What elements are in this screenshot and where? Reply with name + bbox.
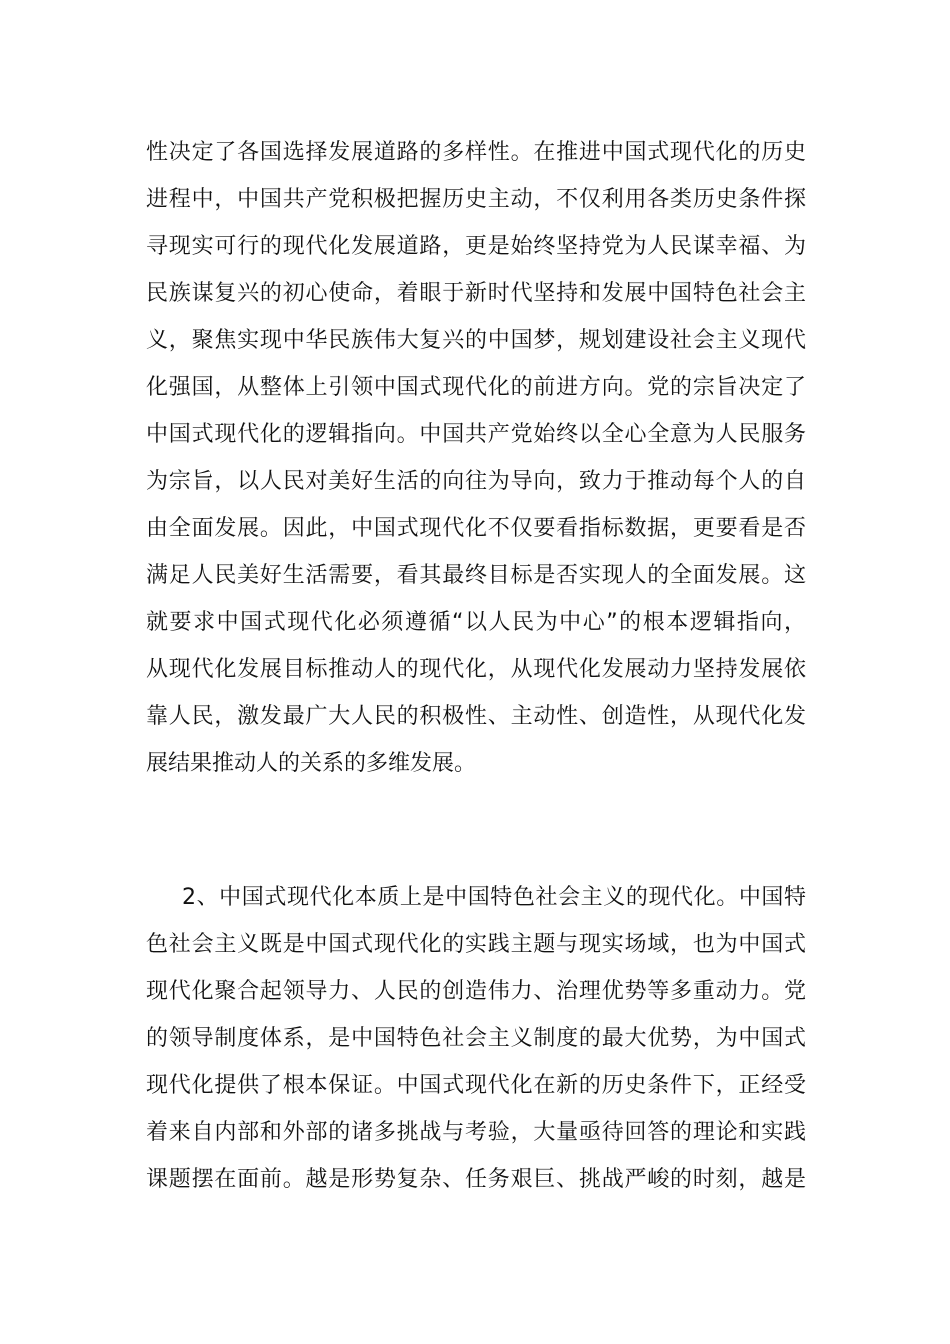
paragraph-1-line-4: 民族谋复兴的初心使命，着眼于新时代坚持和发展中国特色社会主 — [146, 281, 806, 306]
paragraph-1-line-14: 展结果推动人的关系的多维发展。 — [146, 751, 477, 776]
paragraph-2-line-1: 2、中国式现代化本质上是中国特色社会主义的现代化。中国特 — [182, 885, 806, 910]
paragraph-1-line-2: 进程中，中国共产党积极把握历史主动，不仅利用各类历史条件探 — [146, 187, 806, 212]
paragraph-2-line-6: 着来自内部和外部的诸多挑战与考验，大量亟待回答的理论和实践 — [146, 1120, 806, 1145]
paragraph-1-line-13: 靠人民，激发最广大人民的积极性、主动性、创造性，从现代化发 — [146, 704, 806, 729]
paragraph-2-line-3: 现代化聚合起领导力、人民的创造伟力、治理优势等多重动力。党 — [146, 979, 806, 1004]
paragraph-1-line-11: 就要求中国式现代化必须遵循“以人民为中心”的根本逻辑指向， — [146, 610, 806, 635]
paragraph-1-line-6: 化强国，从整体上引领中国式现代化的前进方向。党的宗旨决定了 — [146, 375, 806, 400]
paragraph-2-line-5: 现代化提供了根本保证。中国式现代化在新的历史条件下，正经受 — [146, 1073, 806, 1098]
paragraph-1-line-7: 中国式现代化的逻辑指向。中国共产党始终以全心全意为人民服务 — [146, 422, 806, 447]
paragraph-1-line-12: 从现代化发展目标推动人的现代化，从现代化发展动力坚持发展依 — [146, 657, 806, 682]
paragraph-2-line-7: 课题摆在面前。越是形势复杂、任务艰巨、挑战严峻的时刻，越是 — [146, 1167, 806, 1192]
paragraph-2-line-4: 的领导制度体系，是中国特色社会主义制度的最大优势，为中国式 — [146, 1026, 806, 1051]
paragraph-1-line-8: 为宗旨，以人民对美好生活的向往为导向，致力于推动每个人的自 — [146, 469, 806, 494]
paragraph-2-line-2: 色社会主义既是中国式现代化的实践主题与现实场域，也为中国式 — [146, 932, 806, 957]
paragraph-1-line-1: 性决定了各国选择发展道路的多样性。在推进中国式现代化的历史 — [146, 140, 806, 165]
paragraph-1-line-3: 寻现实可行的现代化发展道路，更是始终坚持党为人民谋幸福、为 — [146, 234, 806, 259]
paragraph-1-line-9: 由全面发展。因此，中国式现代化不仅要看指标数据，更要看是否 — [146, 516, 806, 541]
paragraph-1-line-10: 满足人民美好生活需要，看其最终目标是否实现人的全面发展。这 — [146, 563, 806, 588]
paragraph-1-line-5: 义，聚焦实现中华民族伟大复兴的中国梦，规划建设社会主义现代 — [146, 328, 806, 353]
